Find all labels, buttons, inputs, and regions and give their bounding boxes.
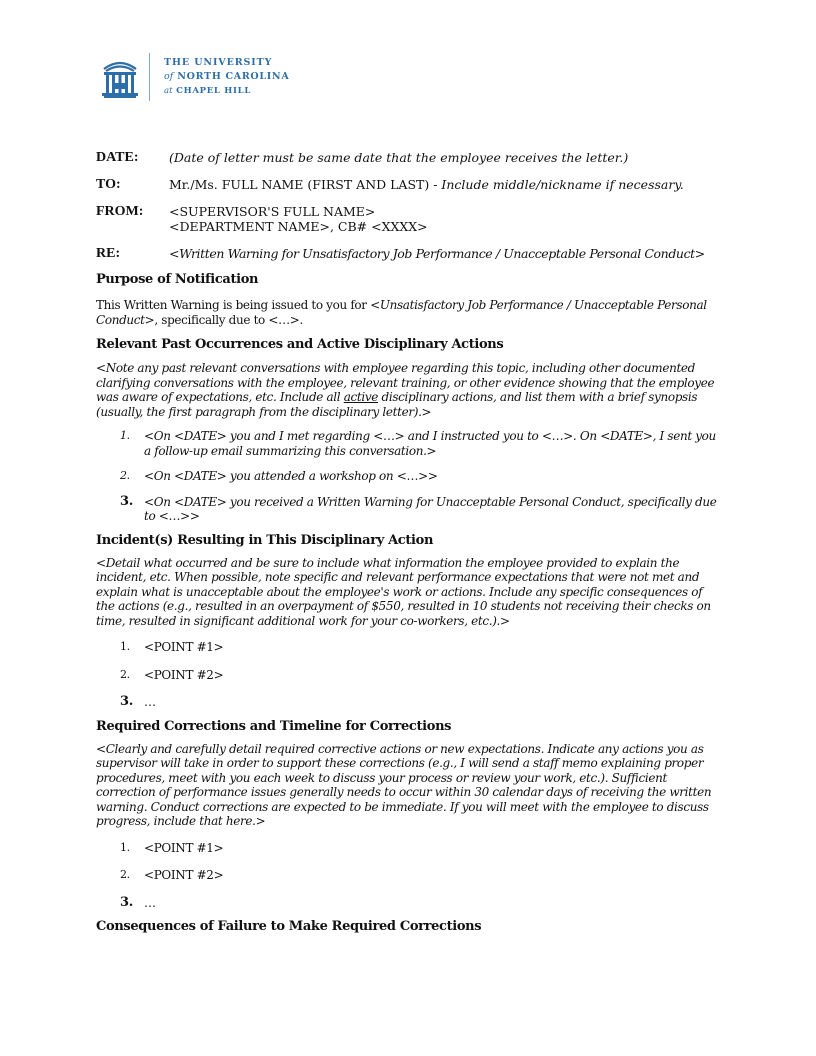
re-value: <Written Warning for Unsatisfactory Job Performance / Unacceptable Personal Conduct>	[169, 246, 705, 261]
past-heading: Relevant Past Occurrences and Active Disciplinary Actions	[96, 337, 504, 352]
list-item: 3. <On <DATE> you received a Written Warning for Unacceptable Personal Conduct, specifically due to <…>>	[120, 493, 717, 523]
memo-re-row	[96, 246, 721, 261]
list-item: 1. <On <DATE> you and I met regarding <…> and I instructed you to <…>. On <DATE>, I sent you a follow-up email summarizing this conversation.>	[120, 429, 716, 458]
consequences-heading: Consequences of Failure to Make Required Corrections	[96, 919, 482, 934]
letter-body	[96, 150, 721, 936]
list-item: 3. …	[120, 694, 156, 709]
incident-note: <Detail what occurred and be sure to include what information the employee provided to explain the incident, etc. When possible, note specific and relevant performance expectations that were not met and explain what is unacceptable about the employee's work or actions. Include any specific consequences of the actions (e.g., resulted in an overpayment of $550, resulted in 10 students not receiving their checks on time, resulted in significant additional work for your co-workers, etc.).>	[96, 555, 711, 628]
corrections-list	[96, 841, 721, 911]
old-well-seal-icon	[100, 55, 140, 99]
list-item: 2. <On <DATE> you attended a workshop on <…>>	[120, 469, 438, 483]
logo-divider	[149, 53, 150, 101]
memo-to-row	[96, 177, 721, 192]
list-item: 3. …	[120, 894, 156, 910]
incident-list	[96, 640, 721, 710]
corrections-note: <Clearly and carefully detail required corrective actions or new expectations. Indicate any actions you as supervisor will take in order to support these corrections (e.g., I will send a staff memo explaining proper procedures, meet with you each week to discuss your process or review your work, etc.). Sufficient correction of performance issues generally needs to occur within 30 calendar days of receiving the written warning. Conduct corrections are expected to be immediate. If you will meet with the employee to discuss progress, include that here.>	[96, 741, 712, 828]
logo-line-3: at CHAPEL HILL	[164, 86, 252, 96]
list-item: 1. <POINT #1>	[120, 840, 224, 855]
to-label: TO:	[96, 177, 121, 192]
logo-line-2: of NORTH CAROLINA	[164, 71, 290, 82]
memo-from-row	[96, 204, 721, 234]
incident-heading: Incident(s) Resulting in This Disciplinary Action	[96, 532, 434, 548]
from-value: <SUPERVISOR'S FULL NAME> <DEPARTMENT NAME>, CB# <XXXX>	[169, 204, 428, 234]
past-note: <Note any past relevant conversations with employee regarding this topic, including other documented clarifying conversations with the employee, relevant training, or other evidence showing that the employee was aware of expectations, etc. Include all active disciplinary actions, and list them with a brief synopsis (usually, the first paragraph from the disciplinary letter).>	[96, 361, 715, 419]
from-label: FROM:	[96, 204, 144, 219]
purpose-heading: Purpose of Notification	[96, 272, 259, 287]
date-label: DATE:	[96, 150, 139, 165]
logo-line-1: THE UNIVERSITY	[164, 57, 273, 68]
corrections-heading: Required Corrections and Timeline for Corrections	[96, 718, 452, 734]
memo-date-row	[96, 150, 721, 165]
list-item: 2. <POINT #2>	[120, 667, 224, 682]
list-item: 1. <POINT #1>	[120, 640, 224, 654]
past-list	[96, 429, 721, 524]
date-value: (Date of letter must be same date that the employee receives the letter.)	[169, 150, 629, 165]
purpose-text: This Written Warning is being issued to you for <Unsatisfactory Job Performance / Unacceptable Personal Conduct>, specifically due to <…>.	[96, 298, 707, 327]
re-label: RE:	[96, 246, 121, 261]
logo-wordmark	[164, 56, 289, 98]
list-item: 2. <POINT #2>	[120, 868, 224, 882]
to-value: Mr./Ms. FULL NAME (FIRST AND LAST) - Include middle/nickname if necessary.	[169, 177, 684, 192]
